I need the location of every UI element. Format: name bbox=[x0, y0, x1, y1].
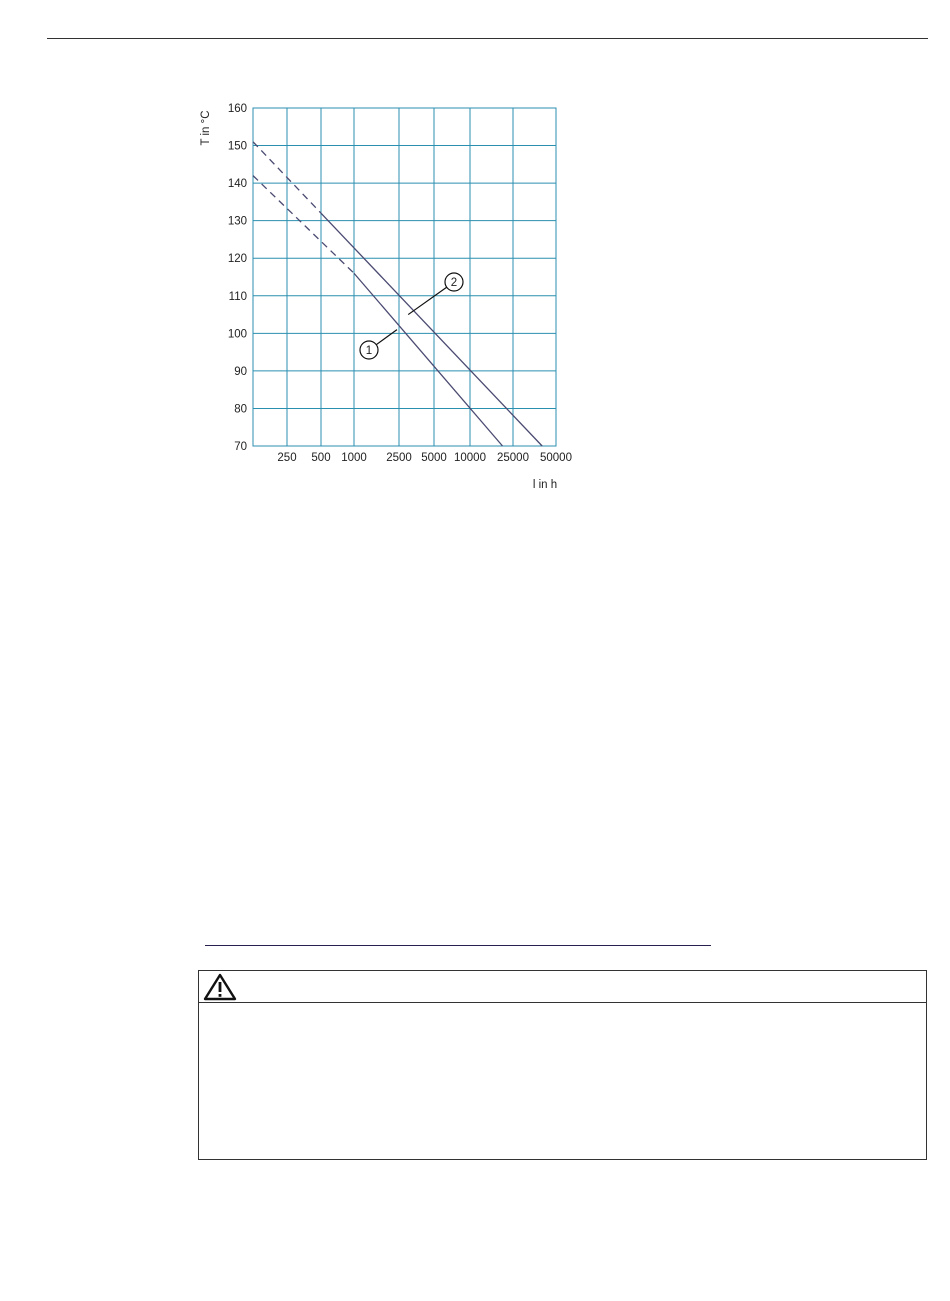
y-tick-label-70: 70 bbox=[234, 441, 247, 453]
x-tick-label-25000: 25000 bbox=[497, 452, 529, 464]
y-tick-label-140: 140 bbox=[227, 178, 247, 191]
y-tick-label-150: 150 bbox=[227, 140, 247, 153]
tick-labels bbox=[228, 103, 572, 464]
warning-triangle-icon bbox=[203, 973, 237, 1001]
y-tick-label-80: 80 bbox=[234, 403, 247, 416]
callout-1-leader bbox=[376, 330, 397, 345]
warning-header bbox=[199, 971, 926, 1003]
x-axis-label: l in h bbox=[532, 479, 558, 491]
x-tick-label-250: 250 bbox=[277, 452, 297, 464]
x-tick-label-50000: 50000 bbox=[540, 452, 572, 464]
callout-2-label: 2 bbox=[450, 277, 458, 289]
grid bbox=[253, 108, 556, 446]
y-axis-label: T in °C bbox=[200, 110, 212, 146]
x-tick-label-500: 500 bbox=[311, 452, 331, 464]
y-tick-label-130: 130 bbox=[227, 215, 247, 228]
x-tick-label-2500: 2500 bbox=[386, 452, 412, 464]
series-lines bbox=[253, 142, 542, 446]
y-tick-label-120: 120 bbox=[227, 253, 247, 266]
x-tick-label-10000: 10000 bbox=[454, 452, 486, 464]
series-1-solid-line bbox=[354, 273, 503, 446]
y-tick-label-100: 100 bbox=[227, 328, 247, 341]
x-tick-label-1000: 1000 bbox=[341, 452, 367, 464]
x-tick-label-5000: 5000 bbox=[421, 452, 447, 464]
plot-frame bbox=[253, 108, 556, 446]
lifetime-temperature-chart bbox=[0, 0, 950, 520]
y-tick-label-110: 110 bbox=[228, 290, 247, 303]
callout-1-label: 1 bbox=[365, 345, 373, 357]
section-rule bbox=[205, 945, 711, 946]
warning-notice-box bbox=[198, 970, 927, 1160]
y-tick-label-90: 90 bbox=[234, 365, 247, 378]
y-tick-label-160: 160 bbox=[227, 103, 247, 115]
callout-2-leader bbox=[408, 287, 446, 314]
